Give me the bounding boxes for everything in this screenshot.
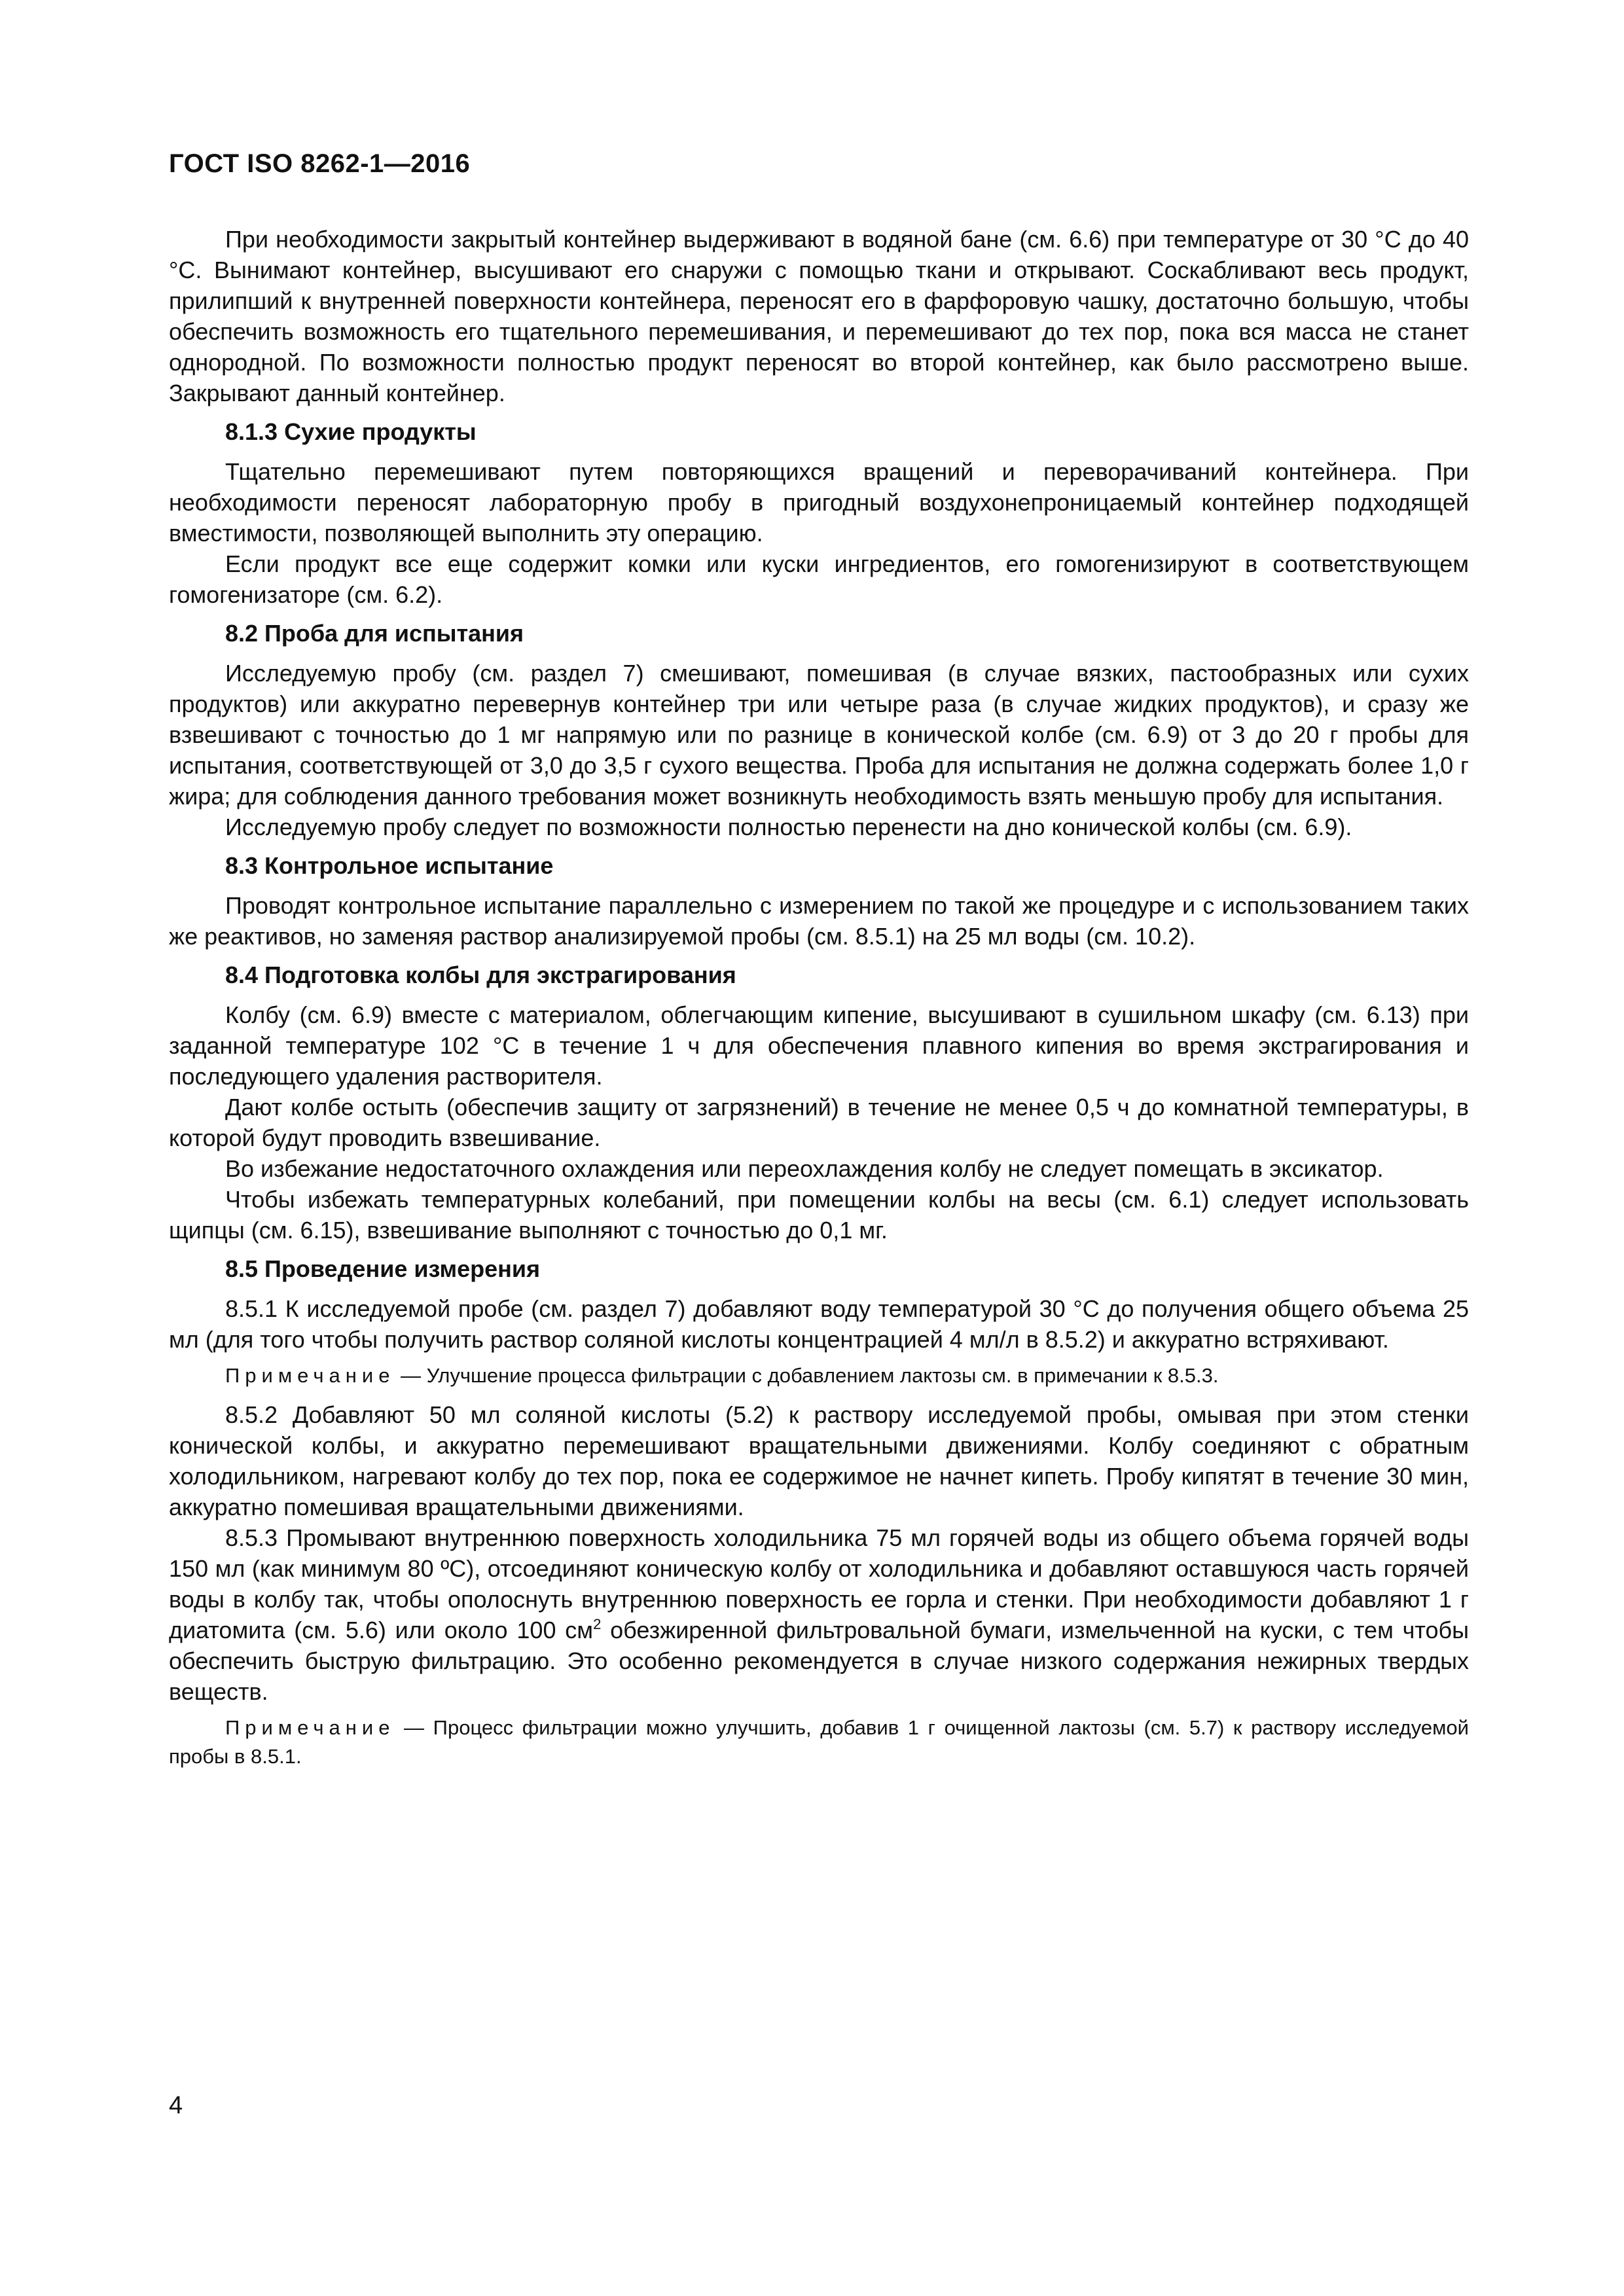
paragraph-8-4-3: Во избежание недостаточного охлаждения или переохлаждения колбу не следует помещать в эксикатор. [225, 1155, 1384, 1182]
section-heading-8-2: 8.2 Проба для испытания [225, 620, 524, 647]
note-8-5-1 [169, 1361, 1469, 1390]
note-text: — Процесс фильтрации можно улучшить, добавив 1 г очищенной лактозы (см. 5.7) к раствору исследуемой пробы в 8.5.1. [169, 1716, 1469, 1768]
paragraph-8-5-3 [169, 1522, 1469, 1707]
paragraph-8-4-2: Дают колбе остыть (обеспечив защиту от загрязнений) в течение не менее 0,5 ч до комнатной температуры, в которой будут проводить взвешивание. [169, 1094, 1469, 1151]
paragraph-intro: При необходимости закрытый контейнер выдерживают в водяной бане (см. 6.6) при температуре от 30 °С до 40 °С. Вынимают контейнер, высушивают его снаружи с помощью ткани и открывают. Соскабливают весь продукт, прилипший к внутренней поверхности контейнера, переносят его в фарфоровую чашку, достаточно большую, чтобы обеспечить возможность его тщательного перемешивания, и перемешивают до тех пор, пока вся масса не станет однородной. По возможности полностью продукт переносят во второй контейнер, как было рассмотрено выше. Закрывают данный контейнер. [169, 226, 1469, 406]
paragraph-8-2-2: Исследуемую пробу следует по возможности полностью перенести на дно конической колбы (см. 6.9). [225, 814, 1352, 840]
section-heading-8-3: 8.3 Контрольное испытание [225, 852, 554, 879]
note-label: Примечание [225, 1364, 395, 1387]
paragraph-8-3-1: Проводят контрольное испытание параллельно с измерением по такой же процедуре и с использованием таких же реактивов, но заменяя раствор анализируемой пробы (см. 8.5.1) на 25 мл воды (см. 10.2). [169, 892, 1469, 950]
paragraph-8-5-3-part-b: обезжиренной фильтровальной бумаги, измельченной на куски, с тем чтобы обеспечить быструю фильтрацию. Это особенно рекомендуется в случае низкого содержания нежирных твердых веществ. [169, 1617, 1470, 1705]
note-8-5-3 [169, 1713, 1469, 1771]
section-heading-8-4: 8.4 Подготовка колбы для экстрагирования [225, 961, 736, 988]
note-text: — Улучшение процесса фильтрации с добавлением лактозы см. в примечании к 8.5.3. [395, 1364, 1219, 1387]
page-number: 4 [169, 2092, 183, 2119]
paragraph-8-5-3-part-a: 8.5.3 Промывают внутреннюю поверхность холодильника 75 мл горячей воды из общего объема горячей воды 150 мл (как минимум 80 ºС), отсоединяют коническую колбу от холодильника и добавляют оставшуюся часть горячей воды в колбу так, чтобы ополоснуть внутреннюю поверхность ее горла и стенки. При необходимости добавляют 1 г диатомита (см. 5.6) или около 100 см [169, 1524, 1469, 1643]
paragraph-8-1-3-2: Если продукт все еще содержит комки или куски ингредиентов, его гомогенизируют в соответствующем гомогенизаторе (см. 6.2). [169, 550, 1469, 608]
note-label: Примечание [225, 1716, 395, 1739]
paragraph-8-4-4: Чтобы избежать температурных колебаний, при помещении колбы на весы (см. 6.1) следует использовать щипцы (см. 6.15), взвешивание выполняют с точностью до 0,1 мг. [169, 1186, 1469, 1244]
paragraph-8-1-3-1: Тщательно перемешивают путем повторяющихся вращений и переворачиваний контейнера. При необходимости переносят лабораторную пробу в пригодный воздухонепроницаемый контейнер подходящей вместимости, позволяющей выполнить эту операцию. [169, 458, 1469, 547]
superscript-2: 2 [593, 1616, 602, 1632]
paragraph-8-2-1: Исследуемую пробу (см. раздел 7) смешивают, помешивая (в случае вязких, пастообразных или сухих продуктов) или аккуратно перевернув контейнер три или четыре раза (в случае жидких продуктов), и сразу же взвешивают с точностью до 1 мг напрямую или по разнице в конической колбе (см. 6.9) от 3 до 20 г пробы для испытания, соответствующей от 3,0 до 3,5 г сухого вещества. Проба для испытания не должна содержать более 1,0 г жира; для соблюдения данного требования может возникнуть необходимость взять меньшую пробу для испытания. [169, 660, 1469, 810]
section-heading-8-1-3: 8.1.3 Сухие продукты [225, 418, 477, 445]
section-heading-8-5: 8.5 Проведение измерения [225, 1255, 541, 1282]
paragraph-8-4-1: Колбу (см. 6.9) вместе с материалом, облегчающим кипение, высушивают в сушильном шкафу (см. 6.13) при заданной температуре 102 °С в течение 1 ч для обеспечения плавного кипения во время экстрагирования и последующего удаления растворителя. [169, 1001, 1469, 1090]
page-header-standard-id: ГОСТ ISO 8262-1—2016 [169, 149, 471, 178]
paragraph-8-5-2: 8.5.2 Добавляют 50 мл соляной кислоты (5.2) к раствору исследуемой пробы, омывая при этом стенки конической колбы, и аккуратно перемешивают вращательными движениями. Колбу соединяют с обратным холодильником, нагревают колбу до тех пор, пока ее содержимое не начнет кипеть. Пробу кипятят в течение 30 мин, аккуратно помешивая вращательными движениями. [169, 1401, 1469, 1520]
paragraph-8-5-1: 8.5.1 К исследуемой пробе (см. раздел 7) добавляют воду температурой 30 °С до получения общего объема 25 мл (для того чтобы получить раствор соляной кислоты концентрацией 4 мл/л в 8.5.2) и аккуратно встряхивают. [169, 1295, 1469, 1353]
document-body [169, 224, 1469, 1780]
